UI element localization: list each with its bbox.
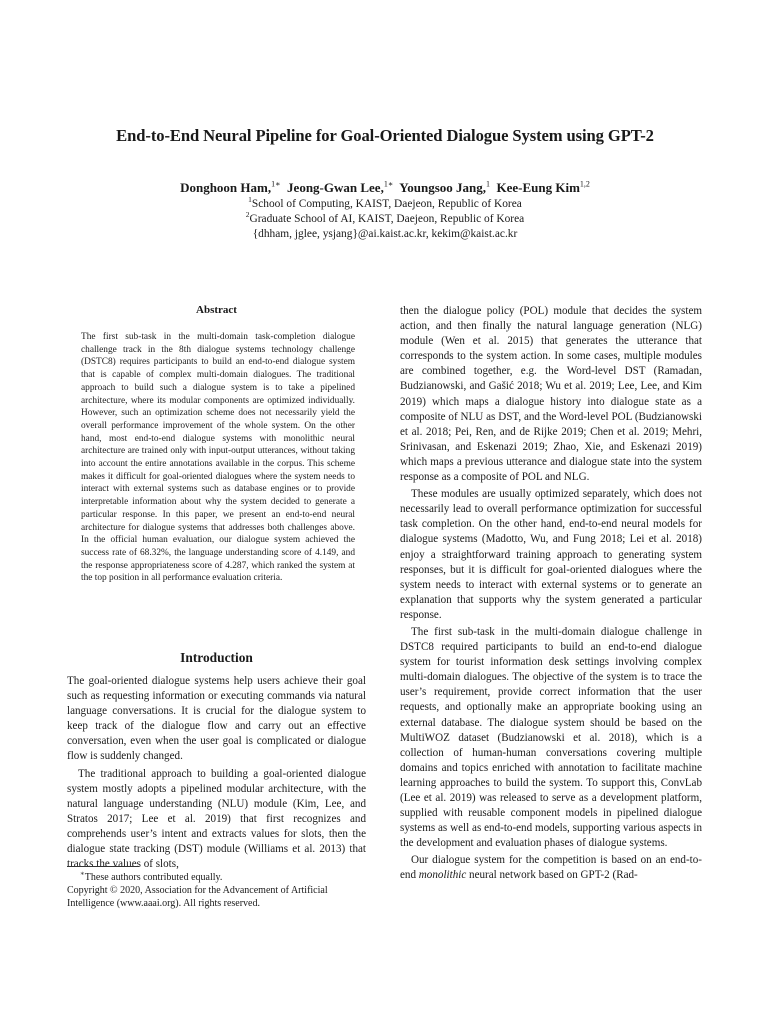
footnote-text: These authors contributed equally.	[84, 872, 223, 883]
copyright-notice: Copyright © 2020, Association for the Advancement of Artificial Intelligence (www.aaai.org). All rights reserved.	[67, 885, 328, 909]
author-name: Jeong-Gwan Lee,	[287, 180, 384, 195]
paragraph: The traditional approach to building a goal-oriented dialogue system mostly adopts a pipelined modular architecture, with the natural language understanding (NLU) module (Kim, Lee, and Stratos 2017; Lee et al. 2019) that first recognizes and comprehends user’s intent and extracts values for slots, then the dialogue state tracking (DST) module (Williams et al. 2013) that tracks the values of slots,	[67, 767, 366, 871]
paper-title: End-to-End Neural Pipeline for Goal-Oriented Dialogue System using GPT-2	[116, 126, 654, 145]
introduction-right-column	[400, 304, 702, 884]
footnote-divider	[67, 866, 139, 867]
author-emails: {dhham, jglee, ysjang}@ai.kaist.ac.kr, kekim@kaist.ac.kr	[252, 228, 518, 240]
paragraph-text: Our dialogue system for the competition is based on an end-to-end	[400, 854, 702, 882]
author-affiliation-mark: 1∗	[383, 179, 394, 189]
paragraph: The first sub-task in the multi-domain dialogue challenge in DSTC8 required participants to build an end-to-end dialogue system for tourist information desk settings involving complex multi-domain dialogues. The objective of the system is to trace the user’s requirement, provide correct information that the user requests, and optionally make an appropriate booking using an external database. The dialogue system should be based on the MultiWOZ dataset (Budzianowski et al. 2018), which is a collection of human-human conversations covering multiple domains and topics enriched with annotation to facilitate machine learning approaches to build the system. To support this, ConvLab (Lee et al. 2019) was released to serve as a development platform, supplied with reusable component models in pipelined dialogue systems as well as end-to-end models, supporting various aspects in the development and evaluation phases of dialogue systems.	[400, 625, 702, 850]
abstract-heading: Abstract	[196, 304, 237, 316]
emphasized-term: monolithic	[418, 869, 467, 882]
author-name: Donghoon Ham,	[180, 180, 272, 195]
introduction-left-column	[67, 674, 366, 872]
footnote	[67, 871, 366, 910]
author-name: Kee-Eung Kim	[496, 180, 580, 195]
affiliation-text: School of Computing, KAIST, Daejeon, Republic of Korea	[251, 198, 522, 210]
affiliation-line	[0, 210, 770, 225]
paragraph: These modules are usually optimized separately, which does not necessarily lead to overall performance optimization for successful task completion. On the other hand, end-to-end neural models for dialogue systems (Madotto, Wu, and Fung 2018; Lei et al. 2018) enjoy a straightforward training approach to generating system responses, but it is difficult for goal-oriented dialogues where the system needs to interact with external systems or to generate an explanation that supports why the system generated a particular response.	[400, 488, 702, 621]
author-list	[0, 180, 770, 196]
author-affiliation-mark: 1	[486, 179, 490, 189]
footnote-mark: ∗	[80, 869, 85, 878]
paragraph-text: neural network based on GPT-2 (Rad-	[466, 869, 638, 882]
author-affiliation-mark: 1∗	[271, 179, 281, 189]
paragraph: then the dialogue policy (POL) module that decides the system action, and then finally the natural language generation (NLG) module (Wen et al. 2015) that generates the utterance that corresponds to the system action. In some cases, multiple modules are combined together, e.g. the Word-level DST (Ramadan, Budzianowski, and Gašić 2018; Wu et al. 2019; Lee, Lee, and Kim 2019) which maps a dialogue history into dialogue state as a composite of NLU as DST, and the Word-level POL (Budzianowski et al. 2018; Pei, Ren, and de Rijke 2019; Chen et al. 2019; Mehri, Srinivasan, and Eskenazi 2019; Zhao, Xie, and Eskenazi 2019) which maps a previous utterance and dialogue state into the system response as a composite of POL and NLG.	[400, 305, 702, 484]
introduction-heading: Introduction	[180, 650, 253, 665]
affiliation-mark: 2	[245, 210, 250, 220]
affiliation-line	[0, 195, 770, 210]
author-affiliation-mark: 1,2	[579, 179, 590, 189]
affiliation-mark: 1	[248, 195, 252, 205]
abstract-text: The first sub-task in the multi-domain task-completion dialogue challenge track in the 8th dialogue systems technology challenge (DSTC8) requires participants to build an end-to-end dialogue system that is capable of complex multi-domain dialogues. The traditional approach to build such a dialogue system is to take a pipelined architecture, where its modular components are optimized individually. However, such an optimization scheme does not necessarily yield the overall performance improvement of the whole system. On the other hand, most end-to-end dialogue systems with monolithic neural architecture are trained only with input-output utterances, without taking into account the entire annotations available in the corpus. This scheme makes it difficult for goal-oriented dialogues where the system needs to interact with external systems such as database engines or to provide interpretable information about why the system decided to generate a particular response. In this paper, we present an end-to-end neural architecture for dialogue systems that addresses both challenges above. In the official human evaluation, our dialogue system achieved the success rate of 68.32%, the language understanding score of 4.149, and the response appropriateness score of 4.287, which ranked the system at the top position in all performance evaluation criteria.	[81, 332, 355, 584]
affiliation-text: Graduate School of AI, KAIST, Daejeon, Republic of Korea	[249, 213, 525, 225]
paragraph: The goal-oriented dialogue systems help users achieve their goal such as requesting information or executing commands via natural language conversations. It is crucial for the dialogue system to keep track of the dialogue flow and carry out an effective conversation, even when the user goal is complicated or dialogue flow is suddenly changed.	[67, 675, 366, 763]
author-name: Youngsoo Jang,	[399, 180, 486, 195]
paragraph	[400, 853, 702, 883]
